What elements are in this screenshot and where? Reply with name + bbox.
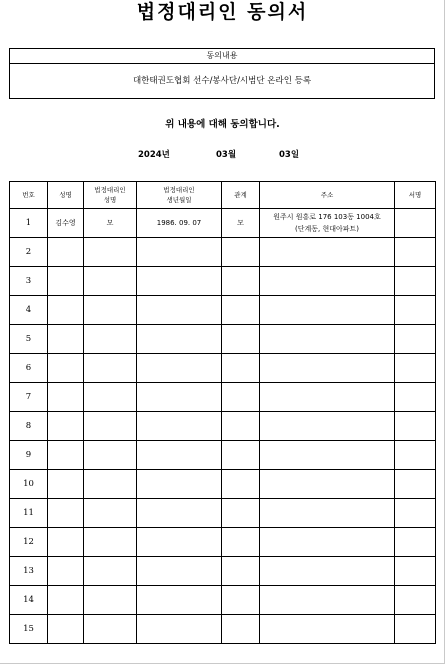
- table-header-row: [10, 182, 436, 209]
- header-guardian-birth: [137, 182, 222, 209]
- row-number: 1: [10, 209, 48, 238]
- address-cell[interactable]: [260, 557, 395, 586]
- guardian-name-cell[interactable]: [84, 499, 137, 528]
- table-row: [10, 238, 436, 267]
- row-number: 9: [10, 441, 48, 470]
- header-number: 번호: [10, 182, 48, 209]
- address-cell[interactable]: [260, 586, 395, 615]
- guardian-name-cell[interactable]: [84, 557, 137, 586]
- address-line2: (단계동, 현대아파트): [294, 225, 359, 233]
- guardian-name-cell[interactable]: [84, 615, 137, 644]
- address-cell[interactable]: [260, 325, 395, 354]
- address-cell[interactable]: [260, 470, 395, 499]
- signature-cell[interactable]: [395, 383, 436, 412]
- consent-content: 대한태권도협회 선수/봉사단/시범단 온라인 등록: [132, 76, 312, 86]
- row-number: 12: [10, 528, 48, 557]
- guardian-name-cell[interactable]: [84, 354, 137, 383]
- row-number: 8: [10, 412, 48, 441]
- address-cell[interactable]: [260, 412, 395, 441]
- header-signature: 서명: [395, 182, 436, 209]
- name-cell[interactable]: [48, 470, 84, 499]
- name-cell[interactable]: [48, 267, 84, 296]
- name-cell[interactable]: [48, 557, 84, 586]
- name-cell[interactable]: [48, 615, 84, 644]
- row-number: 6: [10, 354, 48, 383]
- row-number: 3: [10, 267, 48, 296]
- table-row: [10, 499, 436, 528]
- name-cell[interactable]: 김수영: [48, 209, 84, 238]
- signature-cell[interactable]: [395, 586, 436, 615]
- guardian-birth-cell[interactable]: [137, 354, 222, 383]
- row-number: 4: [10, 296, 48, 325]
- guardian-birth-cell[interactable]: [137, 528, 222, 557]
- header-guardian-birth-line2: 생년월일: [166, 196, 192, 204]
- signature-cell[interactable]: [395, 499, 436, 528]
- address-cell[interactable]: [260, 209, 395, 238]
- address-cell[interactable]: [260, 296, 395, 325]
- guardian-name-cell[interactable]: [84, 586, 137, 615]
- guardian-name-cell[interactable]: [84, 441, 137, 470]
- name-cell[interactable]: [48, 354, 84, 383]
- guardian-name-cell[interactable]: [84, 528, 137, 557]
- row-number: 15: [10, 615, 48, 644]
- guardian-birth-cell[interactable]: [137, 325, 222, 354]
- name-cell[interactable]: [48, 499, 84, 528]
- address-line1: 원주시 원흥로 176 103동 1004호: [273, 213, 381, 221]
- guardian-birth-cell[interactable]: [137, 615, 222, 644]
- table-row: [10, 586, 436, 615]
- guardian-birth-cell[interactable]: [137, 586, 222, 615]
- name-cell[interactable]: [48, 528, 84, 557]
- relation-cell[interactable]: [222, 325, 260, 354]
- guardian-name-cell[interactable]: [84, 412, 137, 441]
- relation-cell[interactable]: [222, 615, 260, 644]
- signature-cell[interactable]: [395, 325, 436, 354]
- table-row: [10, 470, 436, 499]
- table-row: [10, 615, 436, 644]
- relation-cell[interactable]: [222, 383, 260, 412]
- signature-cell[interactable]: [395, 296, 436, 325]
- guardian-birth-cell[interactable]: [137, 238, 222, 267]
- relation-cell[interactable]: 모: [222, 209, 260, 238]
- guardian-birth-cell[interactable]: [137, 441, 222, 470]
- relation-cell[interactable]: [222, 354, 260, 383]
- table-row: [10, 528, 436, 557]
- guardian-name-cell[interactable]: [84, 383, 137, 412]
- guardian-birth-cell[interactable]: [137, 296, 222, 325]
- agreement-statement: 위 내용에 대해 동의합니다.: [165, 119, 280, 130]
- relation-cell[interactable]: [222, 586, 260, 615]
- row-number: 11: [10, 499, 48, 528]
- header-name: 성명: [48, 182, 84, 209]
- consent-box: [9, 48, 435, 99]
- address-cell[interactable]: [260, 238, 395, 267]
- guardian-birth-cell[interactable]: [137, 267, 222, 296]
- table-row: [10, 412, 436, 441]
- relation-cell[interactable]: [222, 238, 260, 267]
- relation-cell[interactable]: [222, 412, 260, 441]
- address-cell[interactable]: [260, 354, 395, 383]
- guardian-birth-cell[interactable]: [137, 499, 222, 528]
- header-relation: 관계: [222, 182, 260, 209]
- document-title: 법정대리인 동의서: [136, 1, 309, 23]
- guardian-name-cell[interactable]: [84, 267, 137, 296]
- relation-cell[interactable]: [222, 557, 260, 586]
- relation-cell[interactable]: [222, 296, 260, 325]
- guardian-birth-cell[interactable]: 1986. 09. 07: [137, 209, 222, 238]
- table-row: [10, 557, 436, 586]
- address-cell[interactable]: [260, 441, 395, 470]
- table-row: [10, 267, 436, 296]
- signature-cell[interactable]: [395, 209, 436, 238]
- relation-cell[interactable]: [222, 470, 260, 499]
- table-row: [10, 325, 436, 354]
- table-row: [10, 441, 436, 470]
- header-guardian-name-line2: 성명: [103, 196, 117, 204]
- guardian-name-cell[interactable]: [84, 238, 137, 267]
- table-row: [10, 296, 436, 325]
- relation-cell[interactable]: [222, 528, 260, 557]
- signature-cell[interactable]: [395, 615, 436, 644]
- guardian-name-cell[interactable]: [84, 470, 137, 499]
- name-cell[interactable]: [48, 441, 84, 470]
- signature-cell[interactable]: [395, 528, 436, 557]
- signature-cell[interactable]: [395, 267, 436, 296]
- table-row: [10, 354, 436, 383]
- name-cell[interactable]: [48, 412, 84, 441]
- signature-cell[interactable]: [395, 412, 436, 441]
- row-number: 14: [10, 586, 48, 615]
- date-month: 03월: [216, 150, 237, 160]
- guardian-birth-cell[interactable]: [137, 557, 222, 586]
- address-cell[interactable]: [260, 383, 395, 412]
- header-guardian-name-line1: 법정대리인: [94, 186, 126, 194]
- address-cell[interactable]: [260, 267, 395, 296]
- row-number: 10: [10, 470, 48, 499]
- guardian-name-cell[interactable]: [84, 325, 137, 354]
- address-cell[interactable]: [260, 528, 395, 557]
- signature-cell[interactable]: [395, 238, 436, 267]
- signature-cell[interactable]: [395, 557, 436, 586]
- address-cell[interactable]: [260, 615, 395, 644]
- date-day: 03일: [279, 150, 300, 160]
- name-cell[interactable]: [48, 383, 84, 412]
- row-number: 5: [10, 325, 48, 354]
- table-row: [10, 383, 436, 412]
- relation-cell[interactable]: [222, 441, 260, 470]
- signature-cell[interactable]: [395, 441, 436, 470]
- guardian-birth-cell[interactable]: [137, 470, 222, 499]
- header-guardian-name: [84, 182, 137, 209]
- header-address: 주소: [260, 182, 395, 209]
- table-row: [10, 209, 436, 238]
- relation-cell[interactable]: [222, 499, 260, 528]
- name-cell[interactable]: [48, 586, 84, 615]
- address-cell[interactable]: [260, 499, 395, 528]
- date-year: 2024년: [138, 150, 170, 160]
- name-cell[interactable]: [48, 325, 84, 354]
- header-guardian-birth-line1: 법정대리인: [163, 186, 195, 194]
- guardian-name-cell[interactable]: 모: [84, 209, 137, 238]
- row-number: 7: [10, 383, 48, 412]
- name-cell[interactable]: [48, 296, 84, 325]
- row-number: 13: [10, 557, 48, 586]
- name-cell[interactable]: [48, 238, 84, 267]
- relation-cell[interactable]: [222, 267, 260, 296]
- signature-cell[interactable]: [395, 354, 436, 383]
- guardian-birth-cell[interactable]: [137, 412, 222, 441]
- signature-cell[interactable]: [395, 470, 436, 499]
- row-number: 2: [10, 238, 48, 267]
- guardian-name-cell[interactable]: [84, 296, 137, 325]
- guardian-birth-cell[interactable]: [137, 383, 222, 412]
- consent-header: 동의내용: [10, 49, 434, 64]
- guardian-table: [9, 181, 436, 644]
